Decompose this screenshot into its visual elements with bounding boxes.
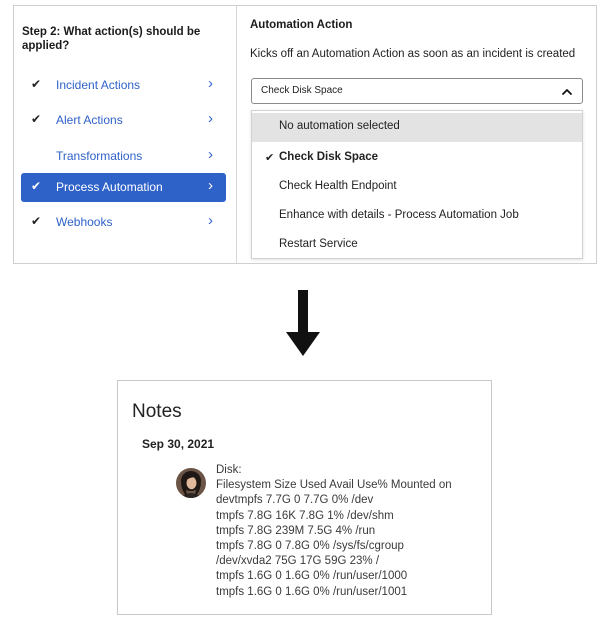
automation-action-select[interactable] (251, 78, 583, 104)
note-line: devtmpfs 7.7G 0 7.7G 0% /dev (216, 494, 374, 507)
option-check-health-endpoint[interactable] (252, 173, 582, 202)
section-title: Automation Action (250, 19, 353, 31)
note-date: Sep 30, 2021 (142, 437, 215, 451)
option-label: Restart Service (279, 238, 358, 250)
chevron-right-icon: › (208, 212, 213, 229)
note-line: tmpfs 7.8G 239M 7.5G 4% /run (216, 524, 376, 537)
option-restart-service[interactable] (252, 231, 582, 260)
sidebar-item-label: Process Automation (56, 180, 163, 194)
option-enhance-with-details[interactable] (252, 202, 582, 231)
user-avatar-icon (176, 468, 206, 498)
notes-card (117, 380, 492, 615)
section-description: Kicks off an Automation Action as soon as an incident is created (250, 48, 576, 60)
option-label: No automation selected (279, 120, 400, 132)
option-label: Check Disk Space (279, 151, 379, 163)
note-line: Disk: (216, 464, 242, 476)
automation-action-dropdown (251, 110, 583, 259)
routing-rule-panel (13, 5, 597, 264)
chevron-right-icon: › (208, 110, 213, 127)
option-check-disk-space[interactable] (252, 144, 582, 173)
option-no-automation[interactable] (252, 113, 582, 142)
note-line: tmpfs 7.8G 16K 7.8G 1% /dev/shm (216, 509, 394, 522)
sidebar-item-label: Incident Actions (56, 78, 141, 92)
sidebar-item-label: Transformations (56, 149, 143, 163)
checkmark-icon: ✔ (31, 179, 42, 193)
checkmark-icon: ✔ (31, 214, 42, 228)
chevron-right-icon: › (208, 75, 213, 92)
sidebar-item-label: Webhooks (56, 215, 113, 229)
checkmark-icon: ✔ (31, 112, 42, 126)
checkmark-icon: ✔ (31, 77, 42, 91)
sidebar-item-webhooks[interactable] (21, 208, 226, 237)
sidebar-item-alert-actions[interactable] (21, 106, 226, 135)
note-line: tmpfs 1.6G 0 1.6G 0% /run/user/1000 (216, 570, 408, 583)
sidebar-item-transformations[interactable] (21, 142, 226, 171)
select-value: Check Disk Space (261, 85, 343, 96)
notes-title: Notes (132, 401, 182, 422)
sidebar-item-process-automation[interactable] (21, 173, 226, 202)
sidebar-item-incident-actions[interactable] (21, 71, 226, 100)
step-sidebar (14, 6, 237, 263)
arrow-down-icon (286, 290, 320, 356)
chevron-right-icon: › (208, 146, 213, 163)
option-label: Check Health Endpoint (279, 180, 397, 192)
checkmark-icon: ✔ (265, 152, 275, 164)
automation-action-section (238, 6, 596, 263)
avatar (176, 468, 206, 498)
note-body (216, 463, 452, 600)
option-label: Enhance with details - Process Automation Job (279, 209, 519, 221)
note-line: Filesystem Size Used Avail Use% Mounted on (216, 479, 452, 492)
note-line: tmpfs 7.8G 0 7.8G 0% /sys/fs/cgroup (216, 539, 404, 552)
note-line: tmpfs 1.6G 0 1.6G 0% /run/user/1001 (216, 585, 408, 598)
chevron-up-icon (561, 86, 573, 98)
step-title: Step 2: What action(s) should be applied? (22, 26, 201, 52)
chevron-right-icon: › (208, 177, 213, 194)
sidebar-item-label: Alert Actions (56, 113, 123, 127)
note-line: /dev/xvda2 75G 17G 59G 23% / (216, 555, 380, 568)
